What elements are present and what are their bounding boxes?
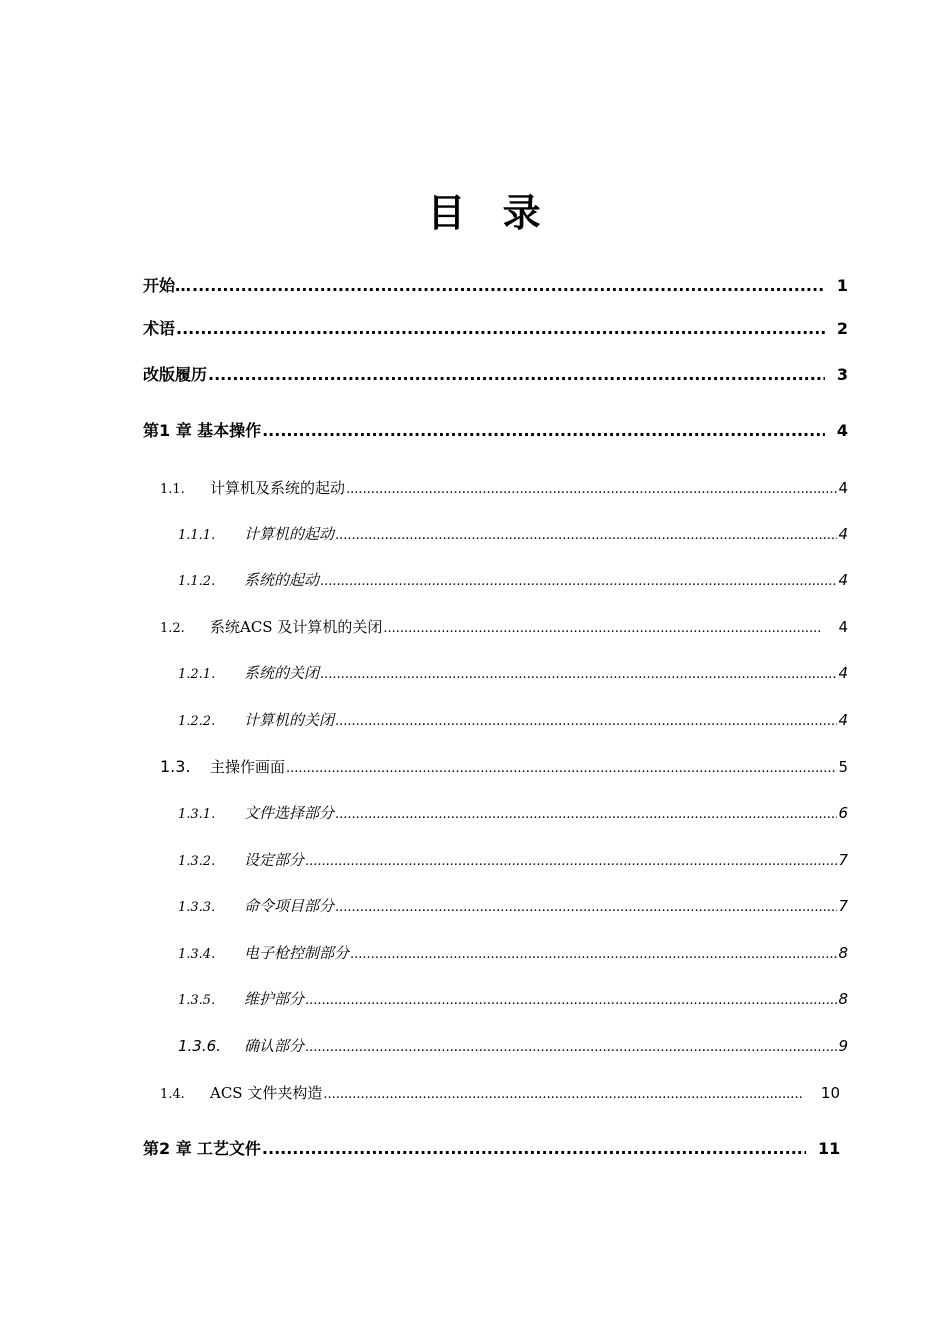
toc-entry-page: 4 [838, 479, 848, 497]
toc-entry-1-2-2[interactable] [178, 709, 848, 733]
toc-entry-1-1-2[interactable] [178, 569, 848, 593]
toc-chapter-number: 第1 章 [143, 421, 192, 440]
toc-entry-page: 4 [838, 711, 848, 729]
toc-section-number: 1.2.1. [178, 667, 216, 682]
toc-section-number: 1.3.2. [178, 854, 216, 869]
toc-entry-label: 计算机的关闭 [244, 711, 335, 729]
toc-entry-page: 5 [838, 758, 848, 776]
toc-section-number: 1.3.6. [178, 1037, 221, 1055]
toc-entry-label: 工艺文件 [196, 1139, 261, 1158]
dot-leader [383, 618, 820, 640]
dot-leader [305, 1037, 837, 1059]
toc-entry-label: 术语 [143, 319, 176, 338]
dot-leader [335, 804, 837, 826]
dot-leader [320, 571, 837, 593]
toc-section-number: 1.3.5. [178, 993, 216, 1008]
toc-entry-1-3[interactable] [160, 756, 848, 780]
toc-entry-1-3-4[interactable] [178, 942, 848, 966]
toc-entry-page: 9 [838, 1037, 848, 1055]
dot-leader [335, 711, 837, 733]
toc-entry-label: 开始… [143, 276, 192, 295]
toc-entry-label: 文件选择部分 [244, 804, 335, 822]
toc-chapter-number: 第2 章 [143, 1139, 192, 1158]
toc-entry-label: 命令项目部分 [244, 897, 335, 915]
dot-leader [346, 479, 837, 501]
toc-entry-label: 计算机的起动 [244, 525, 335, 543]
toc-entry-label: ACS 文件夹构造 [210, 1084, 323, 1102]
dot-leader [335, 897, 837, 919]
toc-section-number: 1.3. [160, 757, 191, 776]
toc-section-number: 1.4. [160, 1087, 185, 1102]
dot-leader [335, 525, 837, 547]
toc-entry-1-1[interactable] [160, 477, 848, 501]
dot-leader [350, 944, 837, 966]
toc-entry-label: 维护部分 [244, 990, 305, 1008]
toc-section-number: 1.1. [160, 482, 185, 497]
toc-entry-start[interactable] [143, 275, 848, 297]
toc-entry-page: 4 [838, 571, 848, 589]
toc-entry-1-2-1[interactable] [178, 662, 848, 686]
toc-entry-label: 电子枪控制部分 [244, 944, 350, 962]
toc-entry-page: 4 [838, 664, 848, 682]
toc-entry-label: 设定部分 [244, 851, 305, 869]
dot-leader [320, 664, 837, 686]
toc-entry-chapter-1[interactable] [143, 420, 848, 442]
dot-leader [262, 1138, 806, 1160]
toc-entry-page: 1 [836, 276, 848, 295]
toc-entry-page: 3 [836, 365, 848, 384]
toc-entry-1-3-2[interactable] [178, 849, 848, 873]
toc-entry-page: 4 [838, 618, 848, 636]
toc-entry-terms[interactable] [143, 318, 848, 340]
toc-entry-page: 4 [838, 525, 848, 543]
toc-entry-1-1-1[interactable] [178, 523, 848, 547]
toc-section-number: 1.3.1. [178, 807, 216, 822]
toc-entry-label: 系统的起动 [244, 571, 320, 589]
toc-entry-1-3-3[interactable] [178, 895, 848, 919]
toc-section-number: 1.2. [160, 621, 185, 636]
toc-entry-label: 系统ACS 及计算机的关闭 [210, 618, 383, 636]
toc-section-number: 1.3.3. [178, 900, 216, 915]
dot-leader [208, 364, 825, 386]
toc-entry-page: 8 [838, 944, 848, 962]
dot-leader [323, 1084, 803, 1106]
toc-title: 目 录 [427, 191, 553, 235]
toc-entry-1-4[interactable] [160, 1082, 840, 1106]
dot-leader [305, 851, 837, 873]
toc-entry-label: 系统的关闭 [244, 664, 320, 682]
toc-entry-chapter-2[interactable] [143, 1138, 840, 1160]
toc-entry-page: 10 [820, 1084, 840, 1102]
dot-leader [305, 990, 837, 1012]
toc-entry-1-3-6[interactable] [178, 1035, 848, 1059]
toc-entry-page: 8 [838, 990, 848, 1008]
toc-entry-page: 7 [838, 897, 848, 915]
toc-section-number: 1.1.1. [178, 528, 216, 543]
dot-leader [262, 420, 825, 442]
toc-entry-label: 基本操作 [197, 421, 262, 440]
toc-entry-page: 2 [836, 319, 848, 338]
toc-entry-label: 改版履历 [143, 365, 208, 384]
toc-entry-label: 计算机及系统的起动 [210, 479, 346, 497]
toc-entry-page: 4 [836, 421, 848, 440]
toc-entry-page: 11 [818, 1139, 841, 1158]
toc-entry-page: 7 [838, 851, 848, 869]
toc-entry-label: 主操作画面 [210, 758, 286, 776]
toc-entry-revision-history[interactable] [143, 364, 848, 386]
toc-section-number: 1.2.2. [178, 714, 216, 729]
toc-entry-page: 6 [838, 804, 848, 822]
toc-entry-1-3-5[interactable] [178, 988, 848, 1012]
toc-section-number: 1.1.2. [178, 574, 216, 589]
toc-section-number: 1.3.4. [178, 947, 216, 962]
dot-leader [176, 318, 825, 340]
toc-entry-label: 确认部分 [244, 1037, 305, 1055]
toc-entry-1-3-1[interactable] [178, 802, 848, 826]
dot-leader [286, 758, 837, 780]
dot-leader [192, 275, 825, 297]
toc-entry-1-2[interactable] [160, 616, 848, 640]
